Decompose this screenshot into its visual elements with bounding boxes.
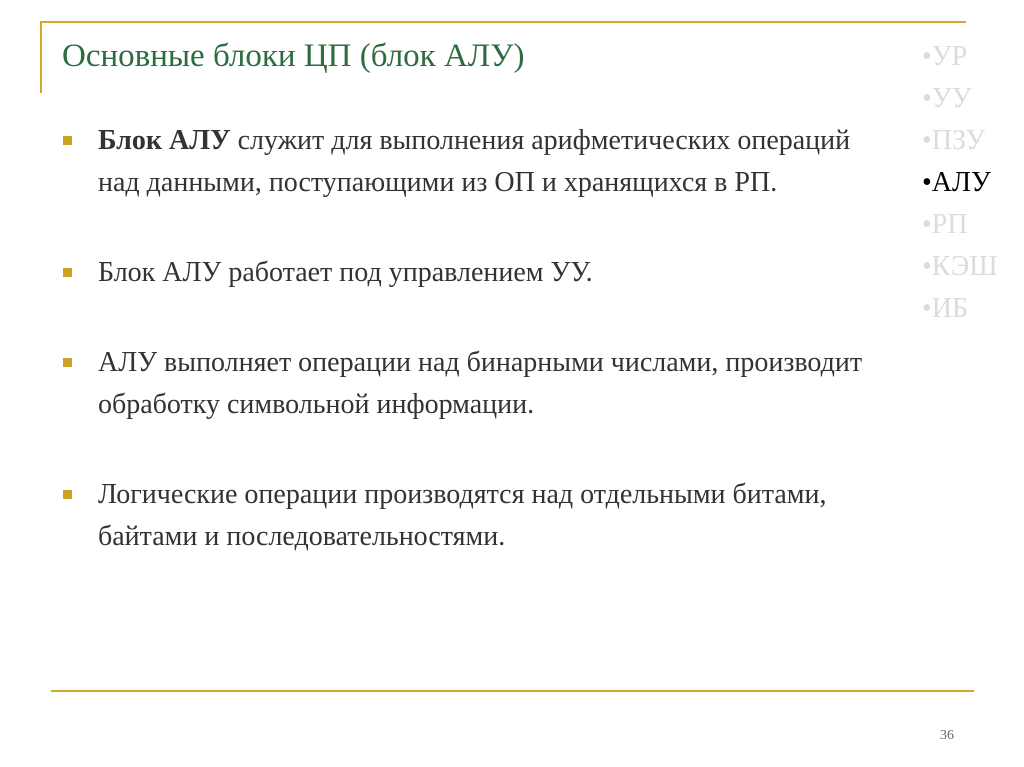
bottom-rule: [51, 690, 974, 692]
bullet-item: [60, 474, 880, 558]
bullet-bold-text: Блок АЛУ: [98, 125, 231, 156]
bullet-text: Блок АЛУ работает под управлением УУ.: [98, 257, 593, 288]
square-bullet-icon: [63, 490, 72, 499]
bullet-list: [60, 120, 880, 558]
bullet-text: Логические операции производятся над отдельными битами, байтами и последовательностями.: [98, 479, 827, 552]
left-rule: [40, 21, 42, 93]
side-nav-item-pzu[interactable]: •ПЗУ: [922, 125, 986, 156]
side-nav-item-ur[interactable]: •УР: [922, 41, 968, 72]
square-bullet-icon: [63, 268, 72, 277]
side-nav-item-ib[interactable]: •ИБ: [922, 293, 969, 324]
bullet-item: [60, 252, 880, 294]
bullet-text: АЛУ выполняет операции над бинарными числами, производит обработку символьной информации.: [98, 347, 863, 420]
side-nav-item-rp[interactable]: •РП: [922, 209, 968, 240]
top-rule: [40, 21, 966, 23]
side-nav-item-uu[interactable]: •УУ: [922, 83, 972, 114]
bullet-text: служит для выполнения арифметических операций над данными, поступающими из ОП и хранящихся в РП.: [98, 125, 851, 198]
side-nav: [922, 36, 998, 330]
bullet-item: [60, 120, 880, 204]
side-nav-item-alu[interactable]: •АЛУ: [922, 167, 991, 198]
page-number: 36: [940, 728, 954, 743]
slide-title: Основные блоки ЦП (блок АЛУ): [62, 38, 525, 74]
bullet-item: [60, 342, 880, 426]
side-nav-item-kesh[interactable]: •КЭШ: [922, 251, 998, 282]
square-bullet-icon: [63, 358, 72, 367]
square-bullet-icon: [63, 136, 72, 145]
